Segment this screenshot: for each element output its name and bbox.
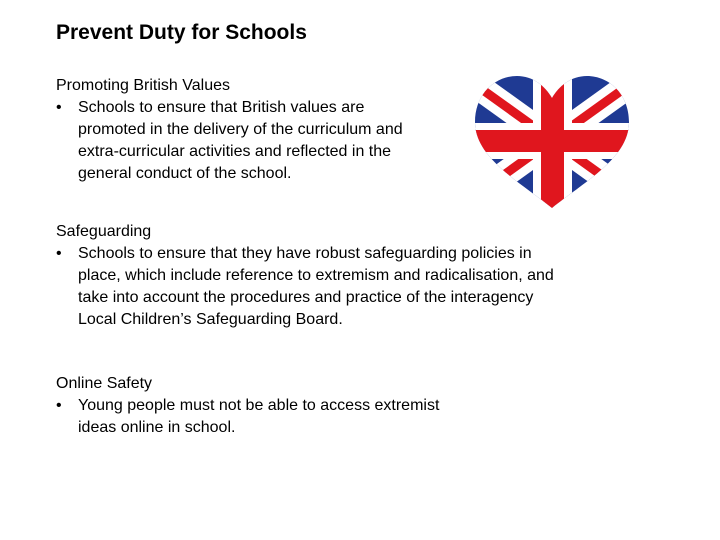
bullet-icon: • bbox=[56, 245, 62, 262]
section-online-safety bbox=[56, 373, 439, 439]
bullet-icon: • bbox=[56, 99, 62, 116]
section-heading: Online Safety bbox=[56, 375, 153, 392]
bullet-text-line: ideas online in school. bbox=[78, 419, 236, 436]
bullet-text-line: Schools to ensure that British values are bbox=[78, 99, 365, 116]
bullet-text-line: take into account the procedures and practice of the interagency bbox=[78, 289, 534, 306]
bullet-text-line: general conduct of the school. bbox=[78, 165, 292, 182]
bullet-text-line: Young people must not be able to access extremist bbox=[78, 397, 440, 414]
bullet-item bbox=[56, 395, 439, 439]
bullet-text-line: promoted in the delivery of the curriculum and bbox=[78, 121, 403, 138]
section-safeguarding bbox=[56, 221, 554, 331]
bullet-text-line: Local Children’s Safeguarding Board. bbox=[78, 311, 343, 328]
bullet-text-line: extra-curricular activities and reflected in the bbox=[78, 143, 392, 160]
section-british-values bbox=[56, 75, 403, 185]
union-jack-heart-icon bbox=[455, 70, 650, 210]
section-heading: Safeguarding bbox=[56, 223, 152, 240]
bullet-text-line: place, which include reference to extremism and radicalisation, and bbox=[78, 267, 554, 284]
bullet-icon: • bbox=[56, 397, 62, 414]
bullet-item bbox=[56, 243, 554, 331]
bullet-text-line: Schools to ensure that they have robust safeguarding policies in bbox=[78, 245, 532, 262]
bullet-item bbox=[56, 97, 403, 185]
page-title: Prevent Duty for Schools bbox=[56, 21, 307, 44]
section-heading: Promoting British Values bbox=[56, 77, 230, 94]
